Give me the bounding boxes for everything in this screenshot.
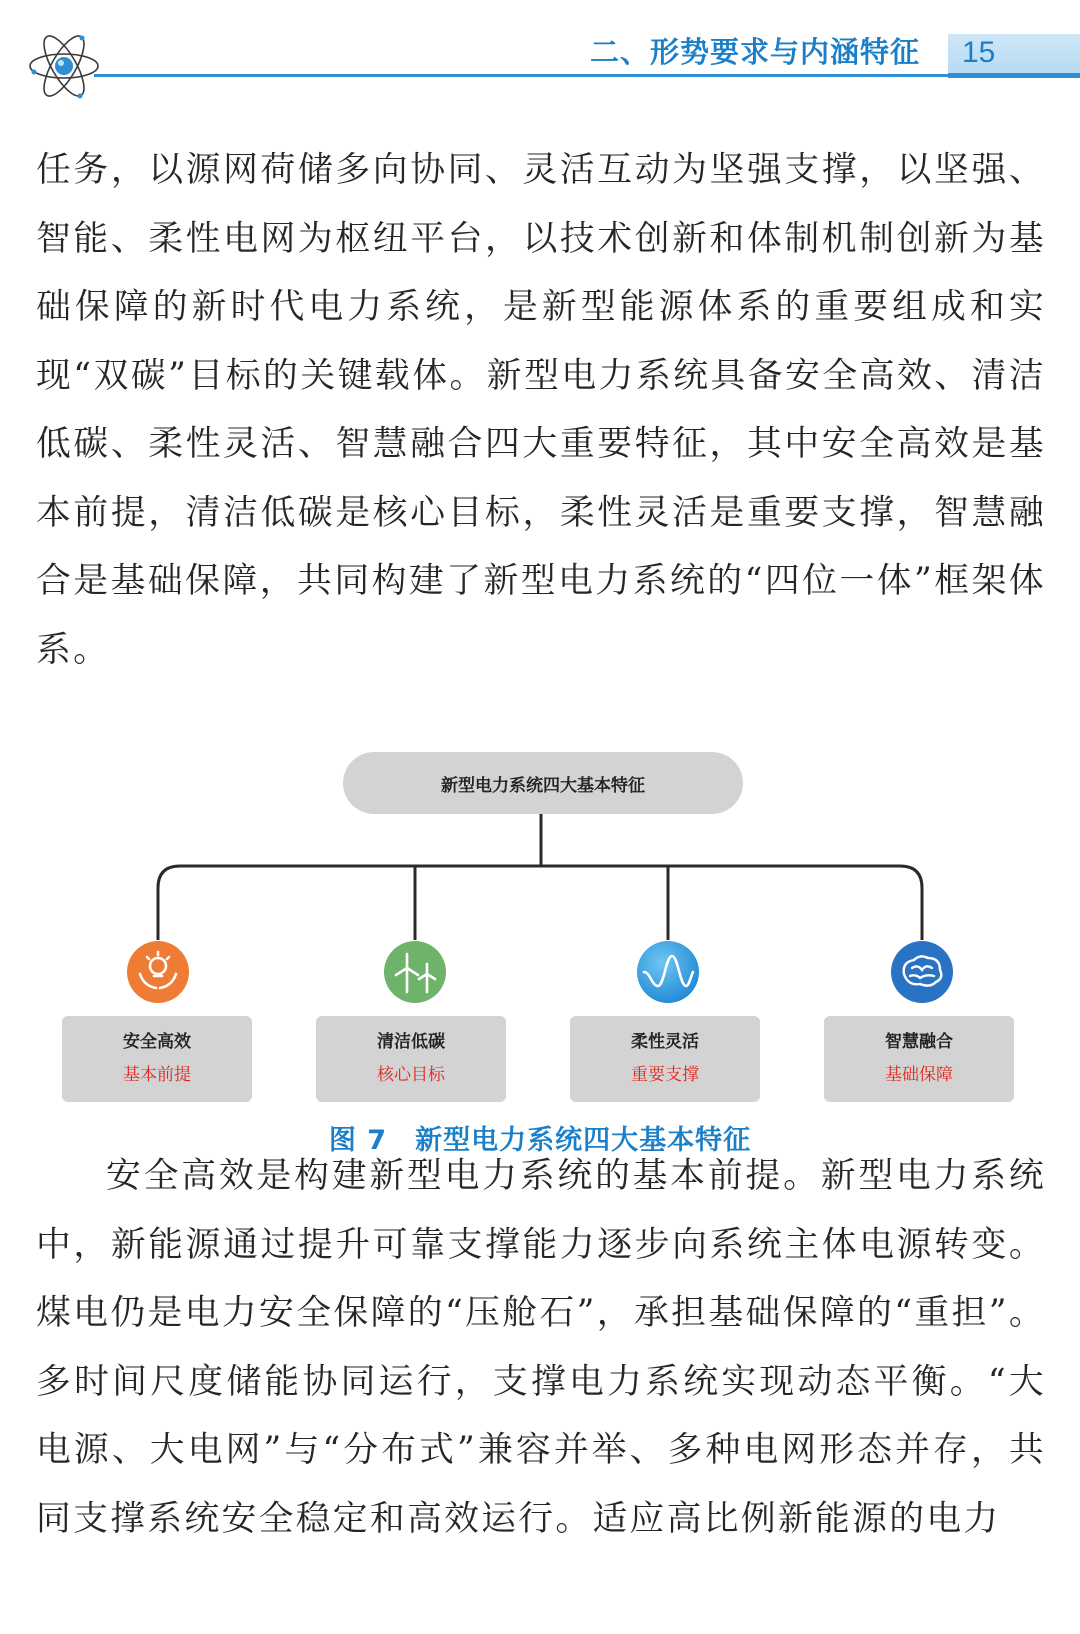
page-number: 15 [962,36,996,69]
body-paragraph-1: 任务，以源网荷储多向协同、灵活互动为坚强支撑，以坚强、智能、柔性电网为枢纽平台，以技术创新和体制机制创新为基础保障的新时代电力系统，是新型能源体系的重要组成和实现“双碳”目标的关键载体。新型电力系统具备安全高效、清洁低碳、柔性灵活、智慧融合四大重要特征，其中安全高效是基本前提，清洁低碳是核心目标，柔性灵活是重要支撑，智慧融合是基础保障，共同构建了新型电力系统的“四位一体”框架体系。 [36,150,1046,670]
feature-card-clean [316,1016,506,1102]
feature-title: 智慧融合 [885,1032,953,1052]
body-paragraph-2: 安全高效是构建新型电力系统的基本前提。新型电力系统中，新能源通过提升可靠支撑能力逐步向系统主体电源转变。煤电仍是电力安全保障的“压舱石”，承担基础保障的“重担”。多时间尺度储能协同运行，支撑电力系统实现动态平衡。“大电源、大电网”与“分布式”兼容并举、多种电网形态并存，共同支撑系统安全稳定和高效运行。适应高比例新能源的电力 [36,1156,1046,1539]
section-title: 二、形势要求与内涵特征 [589,35,920,69]
feature-title: 柔性灵活 [631,1032,699,1052]
sine-wave-icon [636,940,700,1004]
atom-icon [26,28,102,104]
feature-card-safety [62,1016,252,1102]
figure-caption: 图 7 新型电力系统四大基本特征 [328,1125,752,1156]
feature-card-flexible [570,1016,760,1102]
feature-title: 清洁低碳 [377,1032,445,1052]
feature-subtitle: 核心目标 [377,1065,445,1085]
feature-subtitle: 基础保障 [885,1065,953,1085]
feature-subtitle: 基本前提 [123,1065,191,1085]
diagram-root-node: 新型电力系统四大基本特征 [343,752,743,814]
feature-subtitle: 重要支撑 [631,1065,699,1085]
safety-hands-icon [126,940,190,1004]
wind-turbine-icon [383,940,447,1004]
feature-card-smart [824,1016,1014,1102]
header-rule [94,74,950,77]
feature-title: 安全高效 [123,1032,191,1052]
brain-icon [890,940,954,1004]
